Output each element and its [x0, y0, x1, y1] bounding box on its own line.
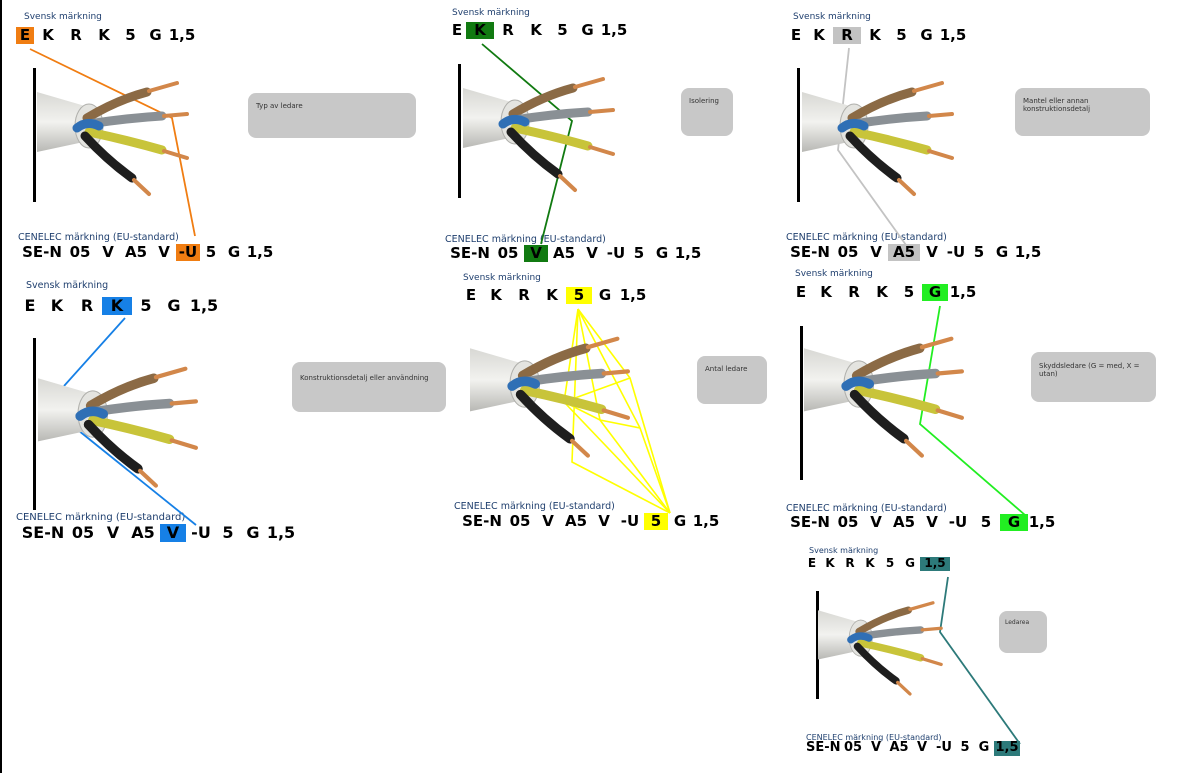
code-token: 05: [497, 244, 519, 262]
cenelec-label: CENELEC märkning (EU-standard): [454, 501, 615, 512]
copper-end: [134, 180, 149, 194]
cenelec-code: [20, 524, 296, 542]
copper-end: [910, 603, 933, 610]
code-token: E: [807, 556, 817, 570]
description-box: [681, 88, 733, 136]
code-token: G: [655, 244, 669, 262]
code-token: R: [518, 286, 530, 304]
code-token: V: [916, 740, 928, 755]
svensk-label: Svensk märkning: [26, 280, 109, 291]
copper-end: [929, 151, 952, 158]
code-token: 1,5: [600, 21, 628, 39]
code-token: K: [546, 286, 558, 304]
highlighted-token: V: [524, 245, 548, 262]
code-token: A5: [124, 243, 148, 261]
code-token: G: [978, 740, 990, 755]
cable-illustration: [38, 355, 238, 492]
highlighted-token: 5: [566, 287, 592, 304]
vertical-bar: [458, 64, 461, 198]
code-token: V: [926, 513, 938, 531]
highlighted-token: 5: [644, 513, 668, 530]
code-token: 5: [973, 243, 985, 261]
code-token: SE-N: [22, 243, 62, 261]
code-token: G: [995, 243, 1009, 261]
code-token: E: [24, 296, 36, 315]
code-token: 05: [69, 243, 91, 261]
svensk-code: [448, 22, 628, 39]
code-token: V: [598, 512, 610, 530]
copper-end: [164, 114, 187, 116]
vertical-bar: [33, 68, 36, 202]
code-token: SE-N: [806, 740, 841, 755]
code-token: 1,5: [168, 26, 196, 44]
copper-end: [938, 371, 962, 373]
cenelec-label: CENELEC märkning (EU-standard): [786, 503, 947, 514]
code-token: V: [870, 740, 882, 755]
highlighted-token: -U: [176, 244, 200, 261]
code-token: A5: [552, 244, 576, 262]
code-token: -U: [191, 523, 211, 542]
code-token: 05: [843, 740, 863, 755]
code-token: G: [920, 26, 933, 44]
code-token: A5: [889, 740, 909, 755]
highlighted-token: V: [160, 524, 186, 542]
code-token: -U: [948, 513, 968, 531]
code-token: K: [530, 21, 542, 39]
code-token: 1,5: [246, 243, 274, 261]
copper-end: [149, 83, 177, 91]
code-token: K: [50, 296, 64, 315]
cenelec-label: CENELEC märkning (EU-standard): [18, 232, 179, 243]
svensk-label: Svensk märkning: [793, 12, 871, 22]
description-text: Ledarea: [1005, 619, 1030, 626]
highlighted-token: G: [922, 284, 948, 301]
code-token: 5: [980, 513, 992, 531]
code-token: R: [845, 556, 855, 570]
code-token: K: [813, 26, 825, 44]
cable-illustration: [463, 66, 653, 196]
description-box: [697, 356, 767, 404]
code-token: 5: [960, 740, 970, 755]
cenelec-code: [448, 245, 702, 262]
wire-blue: [512, 381, 535, 386]
copper-end: [560, 176, 575, 190]
code-token: K: [98, 26, 110, 44]
svensk-label: Svensk märkning: [452, 8, 530, 18]
cable-illustration: [470, 325, 670, 462]
highlighted-token: K: [102, 297, 132, 315]
code-token: V: [870, 243, 882, 261]
svensk-label: Svensk märkning: [463, 273, 541, 283]
copper-end: [575, 79, 603, 87]
code-token: 5: [903, 283, 915, 301]
copper-end: [172, 440, 196, 447]
code-token: 5: [557, 21, 568, 39]
cable-illustration: [37, 70, 227, 200]
copper-end: [922, 339, 951, 347]
code-token: E: [795, 283, 807, 301]
code-token: 5: [885, 556, 895, 570]
copper-end: [604, 410, 628, 417]
copper-end: [172, 401, 196, 403]
description-box: [248, 93, 416, 138]
code-token: 1,5: [674, 244, 702, 262]
code-token: SE-N: [790, 513, 830, 531]
copper-end: [922, 659, 941, 665]
code-token: V: [542, 512, 554, 530]
code-token: R: [848, 283, 860, 301]
code-token: SE-N: [790, 243, 830, 261]
code-token: V: [106, 523, 120, 542]
cenelec-label: CENELEC märkning (EU-standard): [16, 512, 186, 523]
code-token: 5: [140, 296, 152, 315]
code-token: 05: [837, 243, 859, 261]
copper-end: [929, 114, 952, 116]
copper-end: [156, 369, 185, 377]
wire-blue: [503, 119, 525, 124]
code-token: K: [490, 286, 502, 304]
copper-end: [140, 471, 156, 486]
code-token: V: [102, 243, 114, 261]
description-text: Skyddsledare (G = med, X = utan): [1039, 362, 1140, 378]
description-box: [1015, 88, 1150, 136]
highlighted-token: A5: [888, 244, 920, 261]
svensk-label: Svensk märkning: [24, 12, 102, 22]
code-token: V: [586, 244, 598, 262]
svensk-code: [787, 27, 967, 44]
copper-end: [906, 441, 922, 456]
svensk-code: [16, 27, 196, 44]
copper-end: [590, 110, 613, 112]
vertical-bar: [33, 338, 36, 510]
description-box: [1031, 352, 1156, 402]
cenelec-code: [788, 514, 1056, 531]
description-text: Antal ledare: [705, 365, 748, 373]
page-left-border: [0, 0, 2, 773]
code-token: A5: [564, 512, 588, 530]
code-token: G: [227, 243, 241, 261]
description-box: [999, 611, 1047, 653]
highlighted-token: E: [16, 27, 34, 44]
code-token: -U: [946, 243, 966, 261]
code-token: G: [905, 556, 915, 570]
code-token: K: [865, 556, 875, 570]
cable-illustration: [804, 325, 1004, 462]
svensk-code: [460, 287, 648, 304]
description-text: Mantel eller annan konstruktionsdetalj: [1023, 97, 1091, 113]
wire-blue: [851, 636, 869, 640]
description-text: Typ av ledare: [256, 102, 303, 110]
vertical-bar: [797, 68, 800, 202]
cenelec-code: [806, 741, 1020, 756]
code-token: 1,5: [619, 286, 647, 304]
code-token: 1,5: [939, 26, 967, 44]
vertical-bar: [800, 326, 803, 480]
highlighted-token: G: [1000, 514, 1028, 531]
copper-end: [604, 371, 628, 373]
code-token: G: [167, 296, 181, 315]
cable-illustration: [802, 70, 992, 200]
code-token: A5: [131, 523, 155, 542]
cenelec-code: [460, 513, 720, 530]
copper-end: [899, 180, 914, 194]
code-token: 5: [205, 243, 217, 261]
code-token: R: [80, 296, 94, 315]
description-text: Isolering: [689, 97, 719, 105]
cenelec-label: CENELEC märkning (EU-standard): [806, 733, 942, 742]
cenelec-label: CENELEC märkning (EU-standard): [445, 234, 606, 245]
copper-end: [588, 339, 617, 347]
code-token: 1,5: [692, 512, 720, 530]
code-token: 05: [837, 513, 859, 531]
code-token: E: [451, 21, 463, 39]
description-box: [292, 362, 446, 412]
copper-end: [164, 151, 187, 158]
svensk-code: [804, 557, 950, 571]
copper-end: [914, 83, 942, 91]
code-token: K: [825, 556, 835, 570]
code-token: K: [876, 283, 888, 301]
code-token: 1,5: [1028, 513, 1056, 531]
code-token: -U: [936, 740, 952, 755]
code-token: E: [465, 286, 477, 304]
code-token: V: [158, 243, 170, 261]
code-token: 5: [125, 26, 136, 44]
code-token: V: [926, 243, 938, 261]
code-token: -U: [620, 512, 640, 530]
code-token: 1,5: [1014, 243, 1042, 261]
code-token: K: [42, 26, 54, 44]
wire-blue: [77, 123, 99, 128]
code-token: 5: [222, 523, 234, 542]
copper-end: [590, 147, 613, 154]
code-token: G: [598, 286, 612, 304]
code-token: 1,5: [189, 296, 219, 315]
code-token: K: [820, 283, 832, 301]
code-token: 5: [896, 26, 907, 44]
highlighted-token: 1,5: [920, 557, 950, 571]
wire-blue: [846, 381, 869, 386]
code-token: -U: [606, 244, 626, 262]
cable-illustration: [818, 592, 974, 699]
code-token: 1,5: [266, 523, 296, 542]
code-token: G: [581, 21, 594, 39]
code-token: G: [673, 512, 687, 530]
code-token: A5: [892, 513, 916, 531]
wire-blue: [842, 123, 864, 128]
code-token: 5: [633, 244, 645, 262]
copper-end: [898, 682, 910, 693]
svensk-label: Svensk märkning: [795, 269, 873, 279]
wire-blue: [80, 411, 103, 416]
code-token: K: [869, 26, 881, 44]
copper-end: [572, 441, 588, 456]
svensk-code: [18, 297, 220, 315]
code-token: G: [149, 26, 162, 44]
code-token: 05: [509, 512, 531, 530]
copper-end: [938, 410, 962, 417]
cenelec-label: CENELEC märkning (EU-standard): [786, 232, 947, 243]
cenelec-code: [788, 244, 1042, 261]
code-token: 1,5: [949, 283, 977, 301]
copper-end: [922, 628, 941, 630]
cenelec-code: [20, 244, 274, 261]
code-token: 05: [71, 523, 95, 542]
svensk-label: Svensk märkning: [809, 546, 879, 555]
code-token: R: [502, 21, 514, 39]
code-token: G: [246, 523, 260, 542]
code-token: SE-N: [462, 512, 502, 530]
code-token: R: [70, 26, 82, 44]
code-token: V: [870, 513, 882, 531]
code-token: SE-N: [450, 244, 490, 262]
highlighted-token: K: [466, 22, 494, 39]
code-token: E: [790, 26, 802, 44]
highlighted-token: R: [833, 27, 861, 44]
code-token: SE-N: [21, 523, 65, 542]
description-text: Konstruktionsdetalj eller användning: [300, 374, 429, 382]
highlighted-token: 1,5: [995, 740, 1019, 755]
svensk-code: [790, 284, 978, 301]
